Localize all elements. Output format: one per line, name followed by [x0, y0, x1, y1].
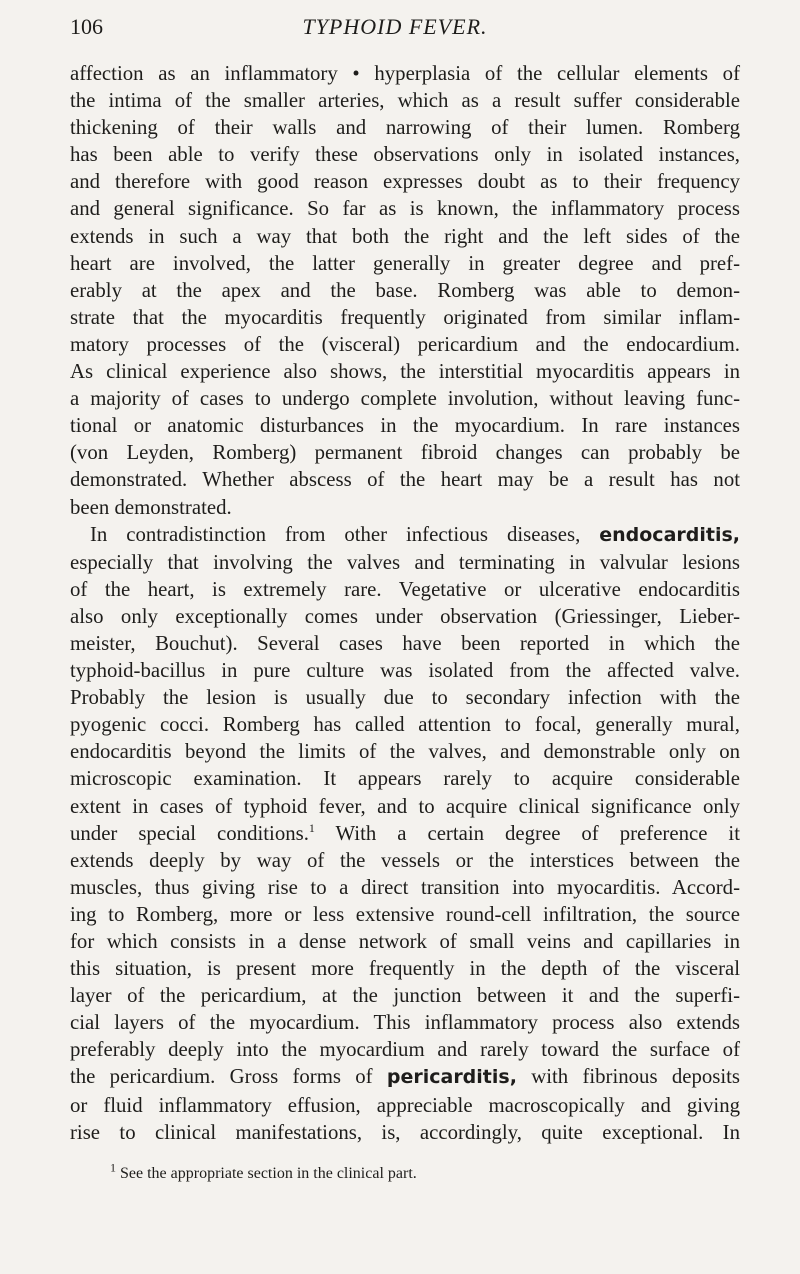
page-number: 106: [70, 14, 103, 39]
text-line: endocarditis beyond the limits of the valves, and demonstrable only on: [70, 740, 740, 764]
text-line: a majority of cases to undergo complete involution, without leaving func-: [70, 387, 740, 411]
running-title: TYPHOID FEVER.: [302, 14, 488, 39]
text-line: demonstrated. Whether abscess of the heart may be a result has not: [70, 468, 740, 492]
text-line: muscles, thus giving rise to a direct transition into myocarditis. Accord-: [70, 875, 740, 899]
text-line: ing to Romberg, more or less extensive round-cell infiltration, the source: [70, 902, 740, 926]
text-line: [70, 1063, 740, 1091]
text-line: extends deeply by way of the vessels or the interstices between the: [70, 848, 740, 872]
text-line: cial layers of the myocardium. This inflammatory process also extends: [70, 1011, 740, 1035]
footnote: [110, 1160, 730, 1184]
footnote-mark: 1: [110, 1160, 116, 1175]
text-line: this situation, is present more frequently in the depth of the visceral: [70, 957, 740, 981]
text-line: [70, 521, 740, 549]
text-line: meister, Bouchut). Several cases have been reported in which the: [70, 631, 740, 655]
text-segment: With a certain degree of preference it: [335, 821, 740, 845]
text-line: thickening of their walls and narrowing of their lumen. Romberg: [70, 116, 740, 140]
text-segment: with fibrinous deposits: [531, 1065, 740, 1089]
text-line: erably at the apex and the base. Romberg was able to demon-: [70, 278, 740, 302]
text-line: microscopic examination. It appears rarely to acquire considerable: [70, 767, 740, 791]
text-line: and therefore with good reason expresses doubt as to their frequency: [70, 170, 740, 194]
text-segment: In contradistinction from other infectious diseases,: [90, 522, 581, 546]
text-line: (von Leyden, Romberg) permanent fibroid changes can probably be: [70, 441, 740, 465]
body-text: [70, 60, 740, 1146]
text-line: heart are involved, the latter generally in greater degree and pref-: [70, 251, 740, 275]
term-endocarditis: endocarditis,: [599, 523, 740, 546]
footnote-text: See the appropriate section in the clinical part.: [120, 1165, 417, 1182]
text-line: extends in such a way that both the right and the left sides of the: [70, 224, 740, 248]
term-pericarditis: pericarditis,: [386, 1066, 517, 1089]
text-line: affection as an inflammatory • hyperplasia of the cellular elements of: [70, 62, 740, 85]
text-line: especially that involving the valves and terminating in valvular lesions: [70, 550, 740, 574]
footnote-reference[interactable]: 1: [308, 820, 315, 835]
text-line: preferably deeply into the myocardium and rarely toward the surface of: [70, 1038, 740, 1062]
text-line: layer of the pericardium, at the junction between it and the superfi-: [70, 984, 740, 1008]
text-line: or fluid inflammatory effusion, appreciable macroscopically and giving: [70, 1093, 740, 1117]
text-line: has been able to verify these observations only in isolated instances,: [70, 143, 740, 167]
text-line: been demonstrated.: [70, 495, 232, 519]
text-line: extent in cases of typhoid fever, and to acquire clinical significance only: [70, 794, 740, 818]
text-line: [70, 820, 740, 847]
text-line: matory processes of the (visceral) pericardium and the endocardium.: [70, 332, 740, 356]
text-segment: the pericardium. Gross forms of: [70, 1065, 373, 1089]
text-segment: under special conditions.: [70, 821, 309, 845]
text-line: and general significance. So far as is known, the inflammatory process: [70, 197, 740, 221]
text-line: the intima of the smaller arteries, which as a result suffer considerable: [70, 89, 740, 113]
text-line: typhoid-bacillus in pure culture was isolated from the affected valve.: [70, 659, 740, 683]
text-line: pyogenic cocci. Romberg has called attention to focal, generally mural,: [70, 713, 740, 737]
text-line: for which consists in a dense network of small veins and capillaries in: [70, 930, 740, 953]
text-line: of the heart, is extremely rare. Vegetative or ulcerative endocarditis: [70, 577, 740, 601]
page-header: [70, 14, 720, 46]
text-line: rise to clinical manifestations, is, accordingly, quite exceptional. In: [70, 1120, 740, 1144]
text-line: strate that the myocarditis frequently originated from similar inflam-: [70, 305, 740, 329]
text-line: tional or anatomic disturbances in the myocardium. In rare instances: [70, 414, 740, 438]
text-line: As clinical experience also shows, the interstitial myocarditis appears in: [70, 360, 740, 384]
text-line: also only exceptionally comes under observation (Griessinger, Lieber-: [70, 604, 740, 628]
text-line: Probably the lesion is usually due to secondary infection with the: [70, 686, 740, 710]
